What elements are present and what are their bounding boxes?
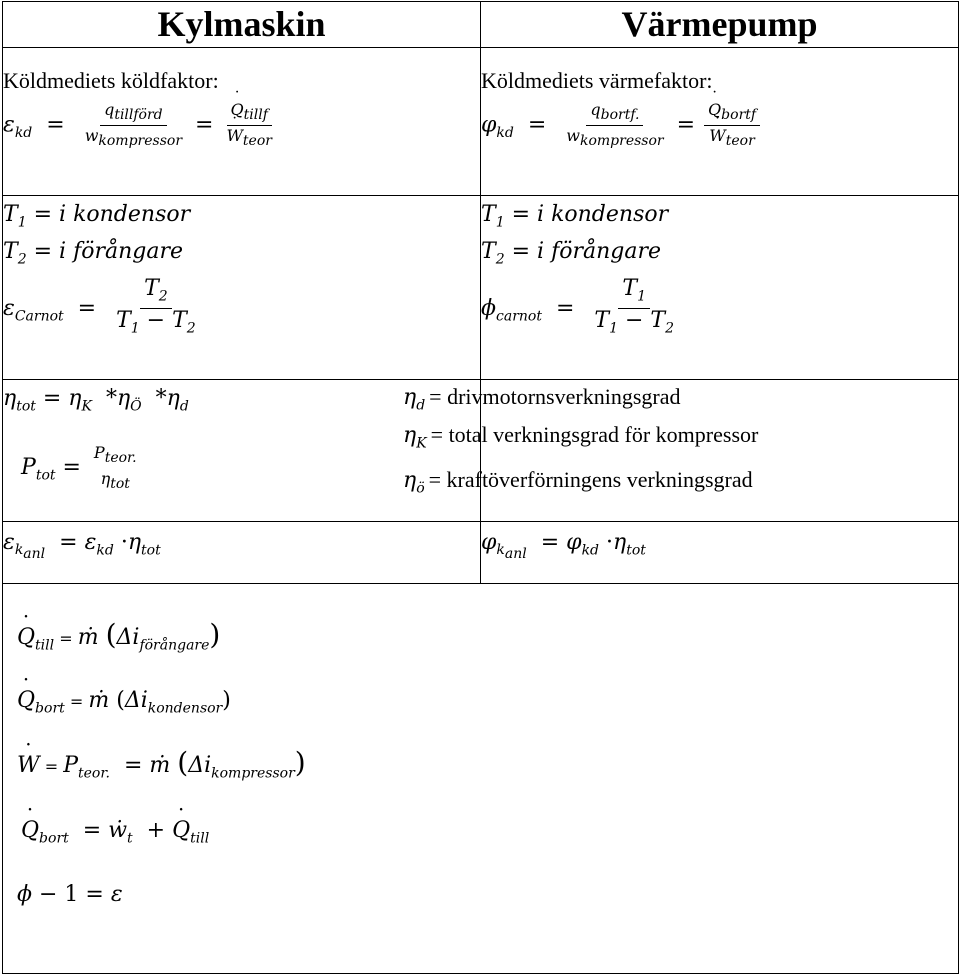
t2-forangare-right: $T_2 = i$ förångare <box>481 239 661 268</box>
kold-faktor-cell <box>3 48 481 196</box>
phi-anl-cell <box>481 522 959 584</box>
formula-sheet <box>2 1 959 974</box>
header-varmepump: Värmepump <box>481 2 959 48</box>
kold-faktor-formula: $\varepsilon_{kd}$ = $\frac{q_{tillförd}}{w_{kompressor}}$ = ˙ $Q_{tillf}$ ˙ $W_{teor}$ <box>3 100 480 151</box>
def-eta-k: $\eta_K$ = total verkningsgrad för kompressor <box>403 422 759 452</box>
t1-kondensor-right: $T_1 = i$ kondensor <box>481 202 669 231</box>
q-till-formula: ˙ $Q_{till}$ = ṁ $(\Delta i_{förångare})$ <box>17 620 958 660</box>
carnot-varme-cell <box>481 196 959 380</box>
varme-faktor-formula: $\varphi_{kd}$ = $\frac{q_{bortf.}}{w_{kompressor}}$ = ˙ $Q_{bortf}$ ˙ $W_{teor}$ <box>481 100 958 151</box>
carnot-varme-formula: $\phi_{carnot}$ = $\frac{T_1}{T_1 - T_2}$ <box>481 275 675 337</box>
energy-balance-formula: ˙ $Q_{bort}$ = ẇ$_t$ + ˙ $Q_{till}$ <box>21 816 958 853</box>
def-eta-o: $\eta_ö$ = kraftöverförningens verkningsgrad <box>403 466 753 497</box>
phi-eps-relation: ϕ − 1 = ε <box>17 881 123 907</box>
eps-anl-cell <box>3 522 481 584</box>
kold-faktor-label: Köldmediets köldfaktor: <box>3 68 219 93</box>
varme-faktor-label: Köldmediets värmefaktor: <box>481 68 713 93</box>
varme-faktor-cell <box>481 48 959 196</box>
w-formula: ˙ $W = P_{teor.}$ = ṁ $(\Delta i_{kompressor})$ <box>17 748 958 788</box>
p-tot-formula: $P_{tot}$ = $P_{teor.}$ $\eta_{tot}$ <box>21 443 137 492</box>
eta-tot-formula: $\eta_{tot} = \eta_K$ $*\eta_Ö$ $*\eta_d$ <box>3 386 189 415</box>
carnot-kyl-cell <box>3 196 481 380</box>
carnot-kyl-formula: $\varepsilon_{Carnot}$ = $\frac{T_2}{T_1 - T_2}$ <box>3 275 196 337</box>
energy-balance-cell <box>3 584 959 974</box>
t2-forangare: $T_2 = i$ förångare <box>3 239 183 268</box>
def-eta-d: $\eta_d$ = drivmotornsverkningsgrad <box>403 384 681 414</box>
header-kylmaskin: Kylmaskin <box>3 2 481 48</box>
eta-definitions-cell <box>403 380 959 522</box>
q-bort-formula: ˙ $Q_{bort}$ = ṁ $(\Delta i_{kondensor})$ <box>17 686 958 723</box>
phi-anl-formula: $\varphi_{k_{anl}} = \varphi_{kd} \cdot\eta_{tot}$ <box>481 530 646 563</box>
eps-anl-formula: $\varepsilon_{k_{anl}} = \varepsilon_{kd} \cdot\eta_{tot}$ <box>3 530 161 563</box>
t1-kondensor: $T_1 = i$ kondensor <box>3 202 191 231</box>
